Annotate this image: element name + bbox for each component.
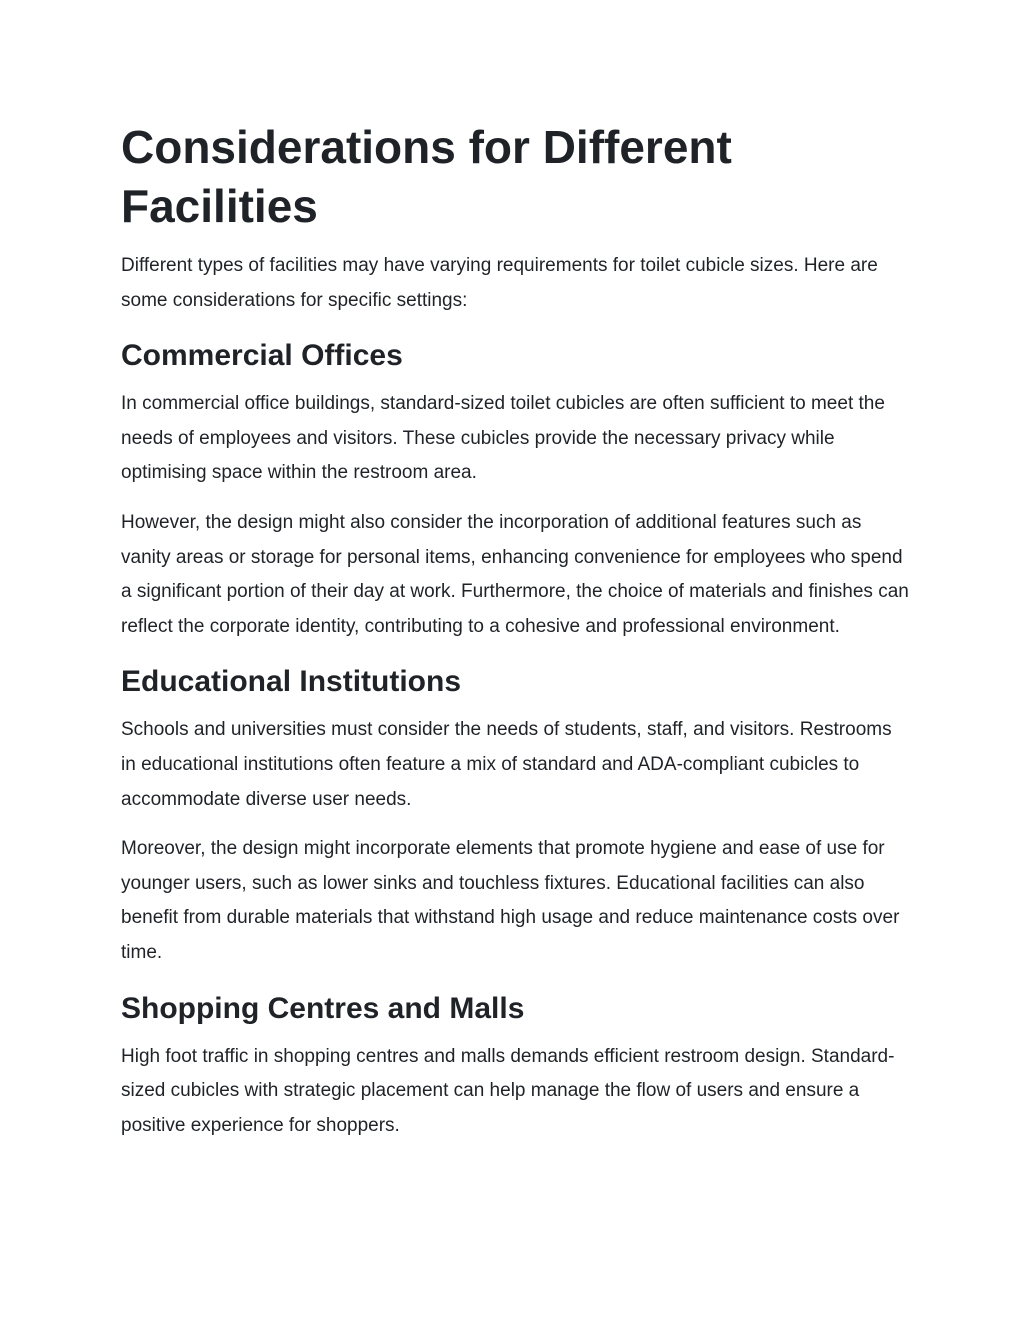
section-paragraph: Moreover, the design might incorporate elements that promote hygiene and ease of use for younger users, such as lower sinks and touchless fixtures. Educational facilities can also benefit from durable materials that withstand high usage and reduce maintenance costs over time.	[121, 838, 900, 963]
page-title: Considerations for Different Facilities	[121, 121, 732, 232]
section-paragraph: However, the design might also consider the incorporation of additional features such as vanity areas or storage for personal items, enhancing convenience for employees who spend a significant portion of their day at work. Furthermore, the choice of materials and finishes can reflect the corporate identity, contributing to a cohesive and professional environment.	[121, 511, 909, 637]
intro-paragraph: Different types of facilities may have varying requirements for toilet cubicle sizes. Here are some considerations for specific settings:	[121, 255, 878, 311]
section-heading: Shopping Centres and Malls	[121, 991, 525, 1025]
section-paragraph: In commercial office buildings, standard-sized toilet cubicles are often sufficient to meet the needs of employees and visitors. These cubicles provide the necessary privacy while optimising space within the restroom area.	[121, 393, 885, 484]
section-educational-institutions	[121, 664, 911, 970]
section-shopping-centres-and-malls	[121, 991, 911, 1144]
document-page	[121, 118, 911, 1158]
section-paragraph: High foot traffic in shopping centres and malls demands efficient restroom design. Standard-sized cubicles with strategic placement can help manage the flow of users and ensure a positive experience for shoppers.	[121, 1045, 895, 1136]
section-commercial-offices	[121, 338, 911, 644]
section-heading: Educational Institutions	[121, 665, 462, 699]
section-paragraph: Schools and universities must consider the needs of students, staff, and visitors. Restrooms in educational institutions often feature a mix of standard and ADA-compliant cubicles to accommodate diverse user needs.	[121, 719, 892, 810]
section-heading: Commercial Offices	[121, 339, 403, 373]
